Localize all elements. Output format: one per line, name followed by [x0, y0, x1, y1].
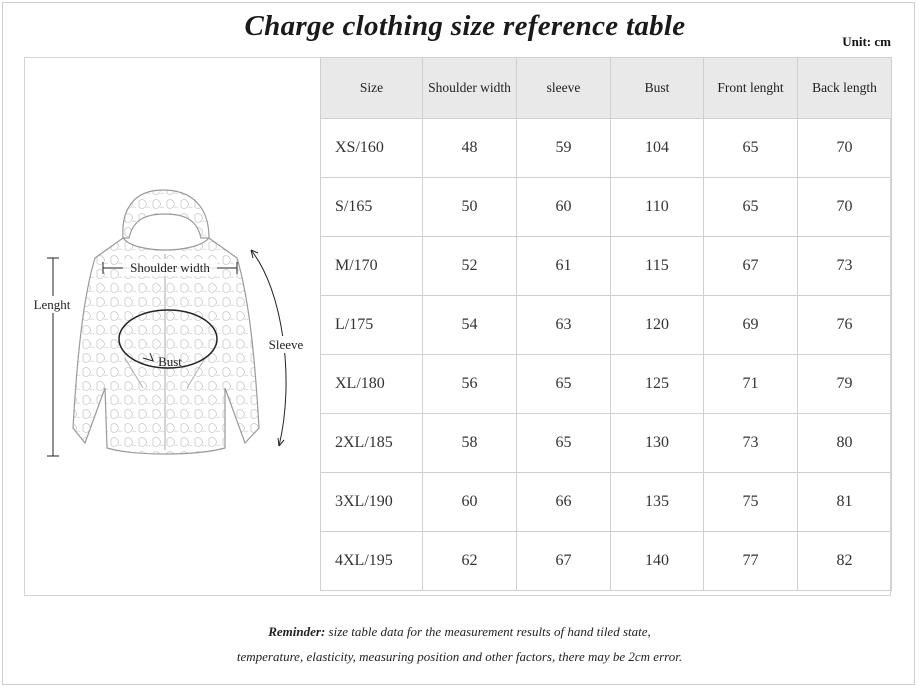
cell-size: 4XL/195 — [321, 532, 423, 591]
cell-front-length: 67 — [704, 237, 798, 296]
cell-bust: 130 — [611, 414, 704, 473]
cell-front-length: 75 — [704, 473, 798, 532]
table-row — [321, 178, 892, 237]
reminder-line-2 — [0, 649, 919, 665]
cell-sleeve: 65 — [517, 355, 611, 414]
header-bust: Bust — [611, 58, 704, 119]
cell-size: XL/180 — [321, 355, 423, 414]
unit-label: Unit: cm — [842, 34, 891, 49]
cell-size: M/170 — [321, 237, 423, 296]
cell-bust: 110 — [611, 178, 704, 237]
length-label: Lenght — [33, 297, 71, 312]
table-row — [321, 532, 892, 591]
table-row — [321, 119, 892, 178]
header-back-length: Back length — [798, 58, 892, 119]
size-table — [320, 57, 892, 591]
table-header-row — [321, 58, 892, 119]
jacket-illustration — [73, 190, 259, 454]
cell-sleeve: 63 — [517, 296, 611, 355]
cell-front-length: 73 — [704, 414, 798, 473]
cell-shoulder-width: 62 — [423, 532, 517, 591]
cell-shoulder-width: 56 — [423, 355, 517, 414]
cell-back-length: 76 — [798, 296, 892, 355]
bust-label: Bust — [158, 354, 182, 369]
table-row — [321, 355, 892, 414]
cell-sleeve: 67 — [517, 532, 611, 591]
cell-sleeve: 66 — [517, 473, 611, 532]
cell-size: 3XL/190 — [321, 473, 423, 532]
cell-bust: 125 — [611, 355, 704, 414]
table-row — [321, 237, 892, 296]
reminder-text-2: temperature, elasticity, measuring position and other factors, there may be 2cm error. — [236, 649, 683, 664]
table-row — [321, 473, 892, 532]
cell-size: XS/160 — [321, 119, 423, 178]
cell-sleeve: 61 — [517, 237, 611, 296]
cell-back-length: 70 — [798, 119, 892, 178]
cell-back-length: 70 — [798, 178, 892, 237]
reminder-text-1: size table data for the measurement results of hand tiled state, — [328, 624, 651, 639]
cell-bust: 115 — [611, 237, 704, 296]
header-sleeve: sleeve — [517, 58, 611, 119]
cell-front-length: 65 — [704, 178, 798, 237]
shoulder-width-label: Shoulder width — [130, 260, 210, 275]
cell-shoulder-width: 48 — [423, 119, 517, 178]
cell-back-length: 82 — [798, 532, 892, 591]
jacket-diagram — [25, 58, 321, 595]
cell-size: S/165 — [321, 178, 423, 237]
cell-shoulder-width: 60 — [423, 473, 517, 532]
cell-back-length: 80 — [798, 414, 892, 473]
page-title: Charge clothing size reference table — [244, 10, 686, 42]
reminder-label: Reminder: — [268, 624, 326, 639]
cell-back-length: 81 — [798, 473, 892, 532]
table-row — [321, 296, 892, 355]
cell-size: L/175 — [321, 296, 423, 355]
cell-front-length: 65 — [704, 119, 798, 178]
length-measure — [29, 258, 75, 456]
cell-front-length: 69 — [704, 296, 798, 355]
shoulder-width-measure — [103, 259, 237, 276]
cell-shoulder-width: 54 — [423, 296, 517, 355]
cell-bust: 135 — [611, 473, 704, 532]
header-shoulder-width: Shoulder width — [423, 58, 517, 119]
header-size: Size — [321, 58, 423, 119]
cell-bust: 104 — [611, 119, 704, 178]
cell-bust: 140 — [611, 532, 704, 591]
reminder-line-1 — [0, 624, 919, 640]
sleeve-label: Sleeve — [268, 337, 304, 352]
cell-front-length: 77 — [704, 532, 798, 591]
cell-sleeve: 65 — [517, 414, 611, 473]
cell-bust: 120 — [611, 296, 704, 355]
cell-back-length: 79 — [798, 355, 892, 414]
cell-shoulder-width: 50 — [423, 178, 517, 237]
cell-back-length: 73 — [798, 237, 892, 296]
cell-shoulder-width: 52 — [423, 237, 517, 296]
sleeve-measure — [251, 250, 309, 446]
header-front-length: Front lenght — [704, 58, 798, 119]
cell-front-length: 71 — [704, 355, 798, 414]
table-row — [321, 414, 892, 473]
cell-sleeve: 60 — [517, 178, 611, 237]
cell-shoulder-width: 58 — [423, 414, 517, 473]
cell-size: 2XL/185 — [321, 414, 423, 473]
cell-sleeve: 59 — [517, 119, 611, 178]
